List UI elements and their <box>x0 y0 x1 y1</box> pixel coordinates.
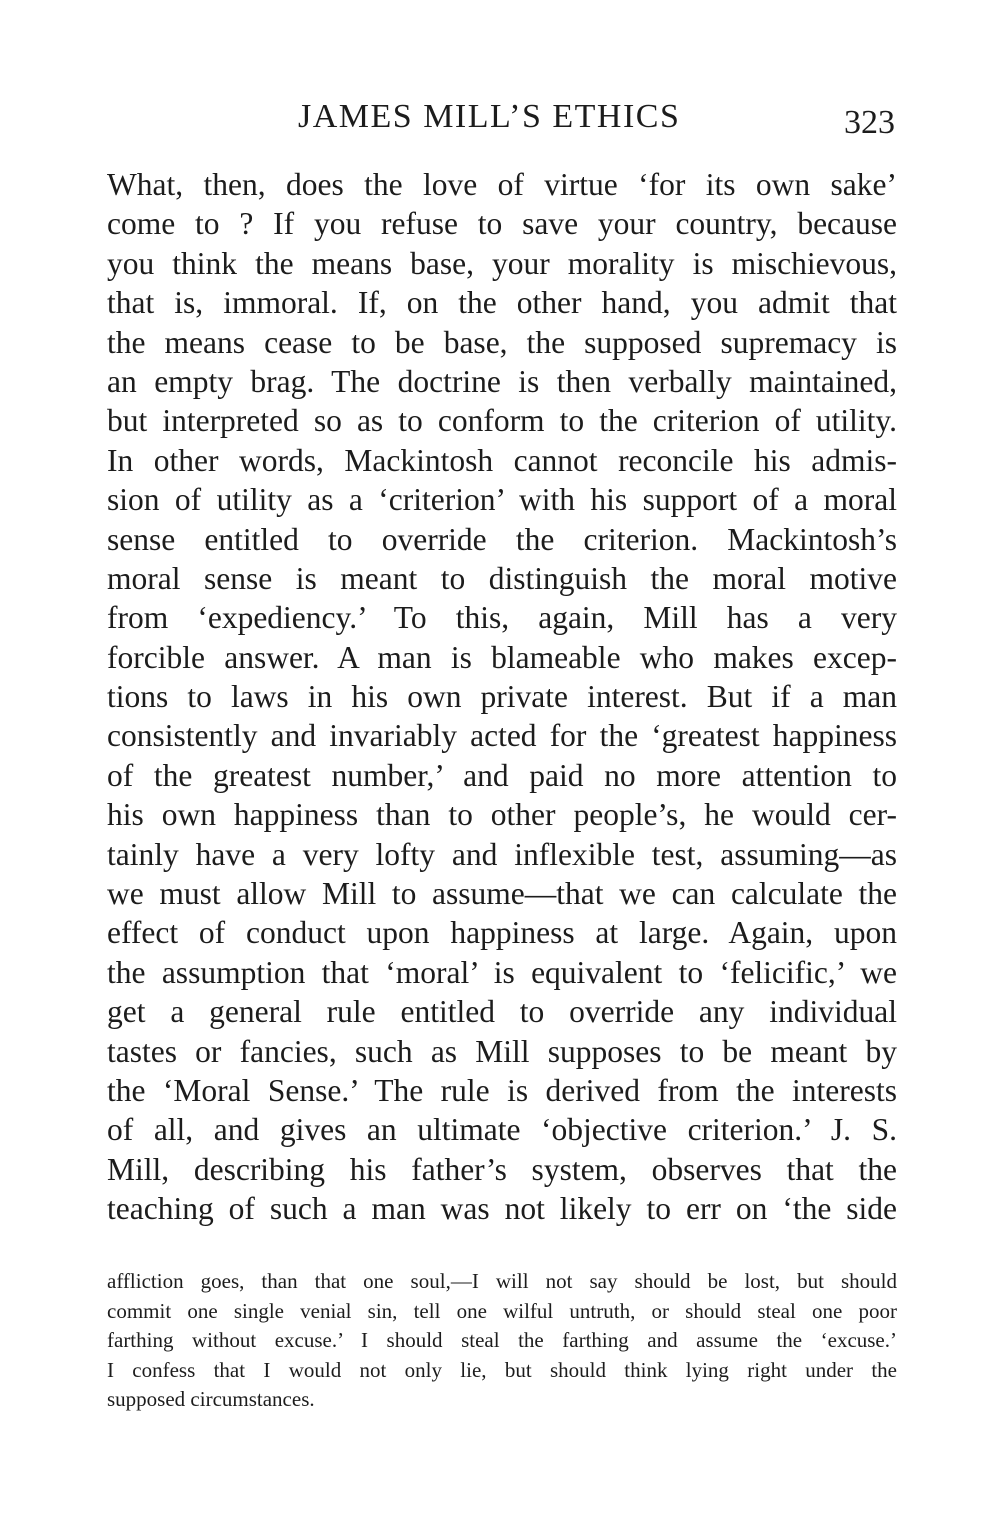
text-line: the means cease to be base, the supposed supremacy is <box>107 324 897 360</box>
running-head <box>0 92 1000 142</box>
text-line: What, then, does the love of virtue ‘for its own sake’ <box>107 167 897 202</box>
text-line: sion of utility as a ‘criterion’ with his support of a moral <box>107 482 897 518</box>
text-line: his own happiness than to other people’s, he would cer- <box>107 797 897 833</box>
text-line: from ‘expediency.’ To this, again, Mill has a very <box>107 600 897 636</box>
text-line: we must allow Mill to assume—that we can calculate the <box>107 876 897 912</box>
footnote-line: affliction goes, than that one soul,—I will not say should be lost, but should <box>107 1269 897 1293</box>
text-line: an empty brag. The doctrine is then verbally maintained, <box>107 363 897 399</box>
text-line: Mill, describing his father’s system, observes that the <box>107 1151 897 1187</box>
text-line: tastes or fancies, such as Mill supposes to be meant by <box>107 1033 897 1069</box>
footnote <box>107 1267 897 1415</box>
text-line: of the greatest number,’ and paid no more attention to <box>107 757 897 793</box>
text-line: the ‘Moral Sense.’ The rule is derived from the interests <box>107 1072 897 1108</box>
footnote-line: I confess that I would not only lie, but should think lying right under the <box>107 1357 897 1382</box>
text-line: sense entitled to override the criterion. Mackintosh’s <box>107 521 897 557</box>
footnote-line: supposed circumstances. <box>107 1387 315 1412</box>
page-number: 323 <box>844 104 895 141</box>
text-line: effect of conduct upon happiness at large. Again, upon <box>107 915 897 951</box>
text-line: come to ? If you refuse to save your country, because <box>107 206 897 242</box>
text-line: you think the means base, your morality is mischievous, <box>107 245 897 281</box>
text-line: but interpreted so as to conform to the criterion of utility. <box>107 403 897 439</box>
body-paragraph <box>107 165 897 1229</box>
text-line: the assumption that ‘moral’ is equivalent to ‘felicific,’ we <box>107 954 897 990</box>
text-line: tions to laws in his own private interest. But if a man <box>107 679 897 715</box>
text-line: teaching of such a man was not likely to err on ‘the side <box>107 1191 897 1227</box>
running-head-title: JAMES MILL’S ETHICS <box>298 98 681 135</box>
text-line: get a general rule entitled to override any individual <box>107 994 897 1030</box>
text-line: consistently and invariably acted for the ‘greatest happiness <box>107 718 897 754</box>
footnote-line: farthing without excuse.’ I should steal the farthing and assume the ‘excuse.’ <box>107 1328 897 1353</box>
footnote-line: commit one single venial sin, tell one wilful untruth, or should steal one poor <box>107 1298 897 1323</box>
text-line: In other words, Mackintosh cannot reconcile his admis- <box>107 442 897 478</box>
text-line: of all, and gives an ultimate ‘objective criterion.’ J. S. <box>107 1112 897 1148</box>
text-line: that is, immoral. If, on the other hand, you admit that <box>107 285 897 321</box>
text-line: tainly have a very lofty and inflexible test, assuming—as <box>107 836 897 872</box>
text-line: forcible answer. A man is blameable who makes excep- <box>107 639 897 675</box>
text-line: moral sense is meant to distinguish the moral motive <box>107 560 897 596</box>
